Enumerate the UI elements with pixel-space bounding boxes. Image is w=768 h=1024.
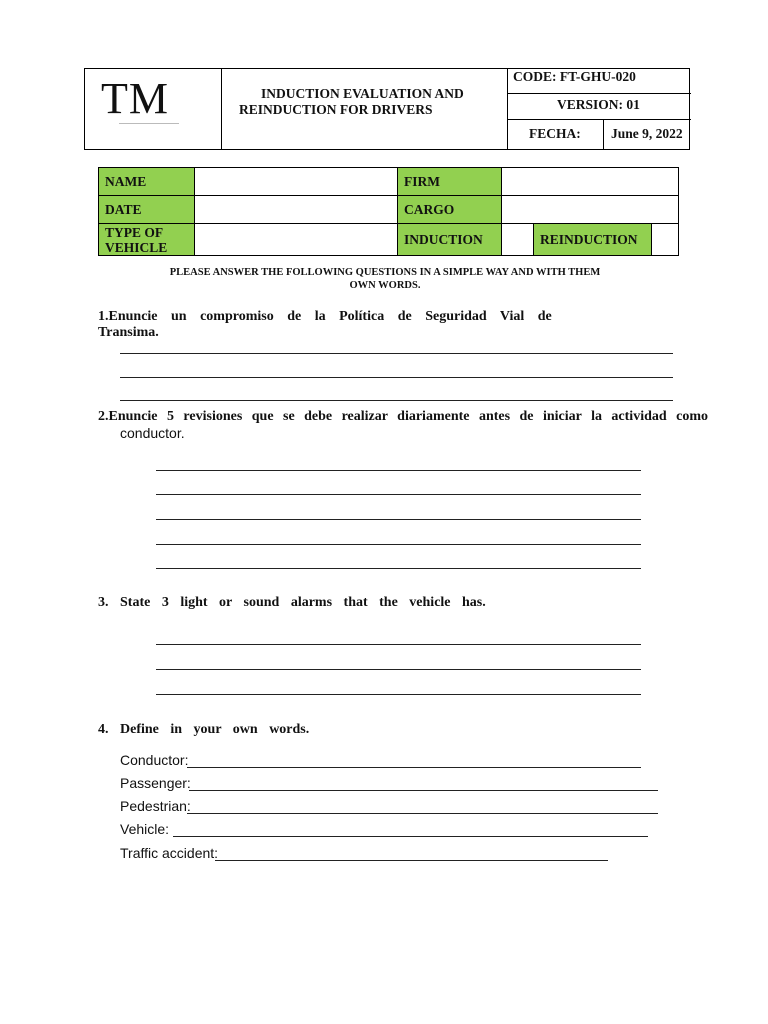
document-version: VERSION: 01: [557, 97, 640, 112]
answer-line-q3-3[interactable]: [156, 694, 641, 695]
question-1: [98, 309, 588, 341]
reinduction-checkbox[interactable]: [652, 224, 679, 256]
document-header: [84, 68, 690, 150]
definition-passenger-label: Passenger:: [120, 775, 191, 791]
answer-line-q2-5[interactable]: [156, 568, 641, 569]
question-2-text-line1: 2.Enuncie 5 revisiones que se debe realizar diariamente antes de iniciar la actividad como: [98, 409, 708, 424]
answer-line-vehicle[interactable]: [173, 836, 648, 837]
type-of-vehicle-field[interactable]: [195, 224, 398, 256]
version-cell: [507, 93, 691, 120]
answer-line-q2-4[interactable]: [156, 544, 641, 545]
instruction-line2: OWN WORDS.: [349, 280, 421, 291]
logo-cell: [85, 69, 222, 149]
question-3-text: 3. State 3 light or sound alarms that the vehicle has.: [98, 595, 486, 610]
definition-vehicle-label: Vehicle:: [120, 821, 170, 837]
document-title-line1: INDUCTION EVALUATION AND: [261, 86, 464, 101]
answer-line-q3-1[interactable]: [156, 644, 641, 645]
company-logo: TM: [101, 74, 169, 123]
answer-line-q2-1[interactable]: [156, 470, 641, 471]
answer-line-traffic-accident[interactable]: [215, 860, 608, 861]
type-of-vehicle-label-line1: TYPE OF: [105, 224, 164, 240]
code-cell: [507, 69, 691, 94]
answer-line-conductor[interactable]: [187, 767, 641, 768]
instructions: [140, 266, 630, 292]
answer-line-pedestrian[interactable]: [187, 813, 658, 814]
type-of-vehicle-label-line2: VEHICLE: [105, 239, 168, 255]
induction-checkbox[interactable]: [502, 224, 534, 256]
reinduction-label: REINDUCTION: [534, 224, 652, 256]
title-cell: [221, 69, 508, 149]
document-code: CODE: FT-GHU-020: [513, 69, 636, 84]
definition-conductor-label: Conductor:: [120, 752, 189, 768]
definition-traffic-accident-label: Traffic accident:: [120, 845, 219, 861]
answer-line-q2-2[interactable]: [156, 494, 641, 495]
fecha-label: FECHA:: [529, 126, 581, 141]
date-field[interactable]: [195, 196, 398, 224]
question-2-text-line2: conductor.: [120, 425, 185, 441]
answer-line-q1-1[interactable]: [120, 353, 673, 354]
answer-line-q1-3[interactable]: [120, 400, 673, 401]
name-label: NAME: [99, 168, 195, 196]
type-of-vehicle-label: [99, 224, 195, 256]
question-1-text: 1.Enuncie un compromiso de la Política de Seguridad Vial de Transima.: [98, 309, 552, 340]
definition-pedestrian-label: Pedestrian:: [120, 798, 191, 814]
fecha-label-cell: [507, 119, 604, 149]
answer-line-q1-2[interactable]: [120, 377, 673, 378]
cargo-label: CARGO: [398, 196, 502, 224]
logo-tagline: [119, 123, 179, 124]
driver-info-table: [98, 167, 679, 256]
answer-line-q2-3[interactable]: [156, 519, 641, 520]
date-label: DATE: [99, 196, 195, 224]
question-4-text: 4. Define in your own words.: [98, 722, 310, 737]
fecha-value: June 9, 2022: [611, 126, 683, 141]
instruction-line1: PLEASE ANSWER THE FOLLOWING QUESTIONS IN A SIMPLE WAY AND WITH THEM: [169, 267, 601, 278]
document-title-line2: REINDUCTION FOR DRIVERS: [239, 102, 433, 117]
name-field[interactable]: [195, 168, 398, 196]
cargo-field[interactable]: [502, 196, 679, 224]
firm-label: FIRM: [398, 168, 502, 196]
firm-field[interactable]: [502, 168, 679, 196]
answer-line-passenger[interactable]: [189, 790, 658, 791]
answer-line-q3-2[interactable]: [156, 669, 641, 670]
induction-label: INDUCTION: [398, 224, 502, 256]
